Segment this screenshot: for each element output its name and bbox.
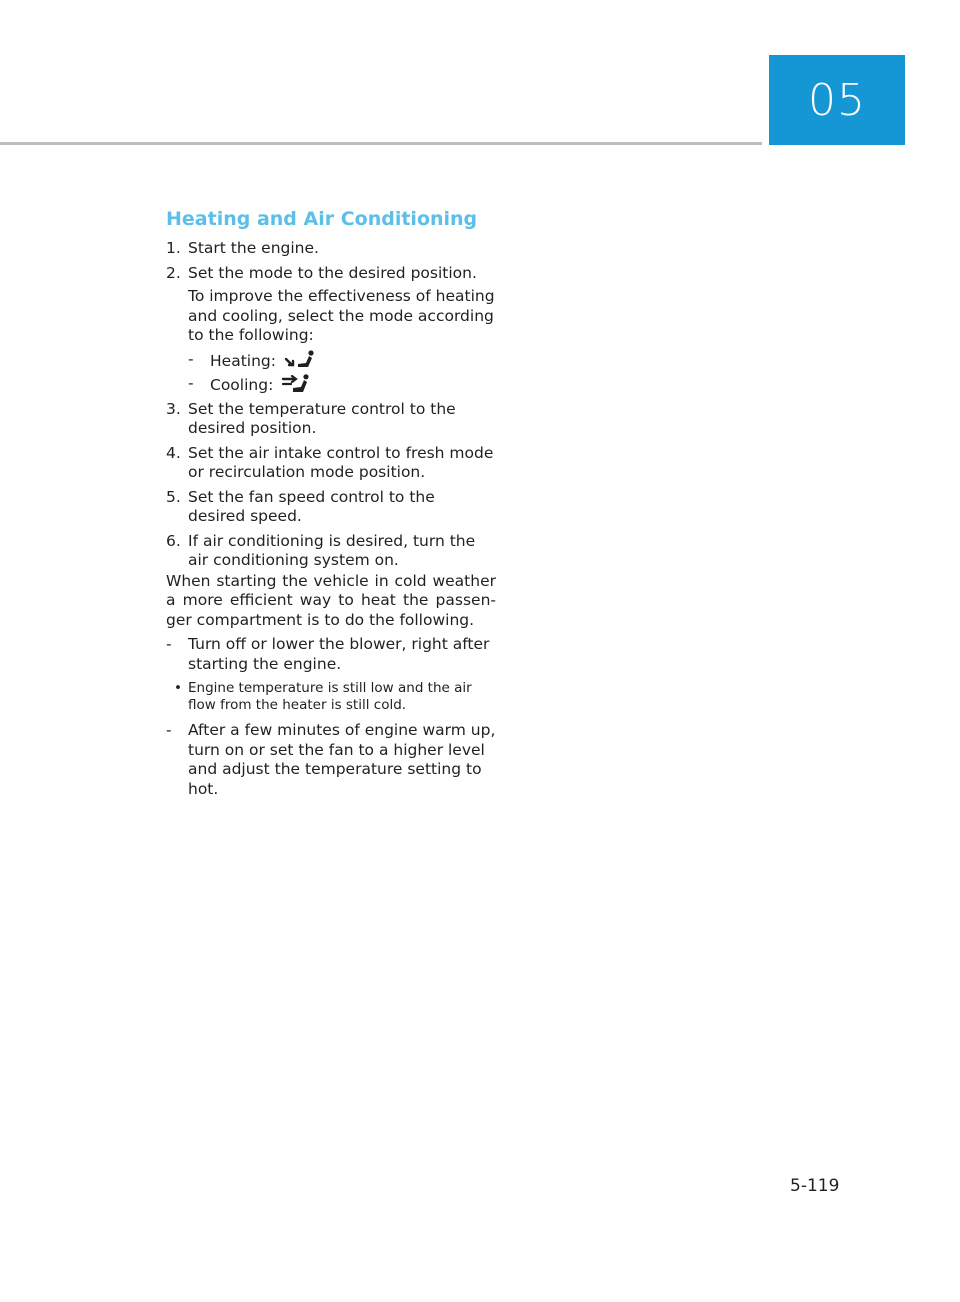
header-rule: [0, 142, 762, 145]
content-column: [166, 206, 496, 805]
step-number: 4.: [166, 443, 181, 462]
mode-note: To improve the effectiveness of heating and cooling, select the mode according to the following:: [188, 287, 495, 344]
step-text: Set the temperature control to the desired position.: [188, 399, 456, 437]
face-vent-mode-icon: [281, 374, 313, 394]
cold-item-1-bullet: [166, 680, 496, 714]
mode-label: Cooling:: [210, 375, 274, 394]
step-number: 3.: [166, 399, 181, 418]
step-number: 1.: [166, 239, 181, 257]
cold-item-1: [166, 635, 496, 674]
step-number: 6.: [166, 531, 181, 550]
step-text: Start the engine.: [188, 239, 319, 257]
step-text: Set the air intake control to fresh mode or recirculation mode position.: [188, 443, 494, 481]
step-number: 2.: [166, 263, 181, 282]
section-title: Heating and Air Conditioning: [166, 208, 478, 230]
mode-item-cooling: [166, 374, 496, 394]
dash-glyph: -: [188, 349, 194, 368]
bullet-text: Engine temperature is still low and the air flow from the heater is still cold.: [188, 680, 472, 713]
bullet-glyph: •: [174, 680, 182, 696]
step-text: Set the mode to the desired position.: [188, 263, 477, 282]
step-5: [166, 488, 496, 527]
dash-glyph: -: [166, 721, 172, 739]
chapter-number: 05: [808, 74, 866, 126]
step-3: [166, 400, 496, 439]
step-1: [166, 239, 496, 259]
cold-item-text: Turn off or lower the blower, right after starting the engine.: [188, 635, 490, 673]
cold-item-2: [166, 721, 496, 799]
dash-glyph: -: [166, 635, 172, 653]
chapter-tab: [769, 55, 905, 145]
step-2: [166, 264, 496, 284]
step-4: [166, 444, 496, 483]
step-number: 5.: [166, 487, 181, 506]
floor-vent-mode-icon: [284, 350, 316, 370]
step-text: Set the fan speed control to the desired speed.: [188, 487, 435, 525]
cold-item-text: After a few minutes of engine warm up, turn on or set the fan to a higher level and adjust the temperature setting to hot.: [188, 721, 496, 798]
cold-weather-intro: When starting the vehicle in cold weather a more efficient way to heat the passen-ger compartment is to do the following.: [166, 571, 496, 629]
step-text: If air conditioning is desired, turn the air conditioning system on.: [188, 531, 476, 569]
page-number: 5-119: [790, 1176, 840, 1196]
mode-label: Heating:: [210, 351, 276, 370]
step-6: [166, 532, 496, 571]
dash-glyph: -: [188, 373, 194, 392]
mode-item-heating: [166, 350, 496, 370]
